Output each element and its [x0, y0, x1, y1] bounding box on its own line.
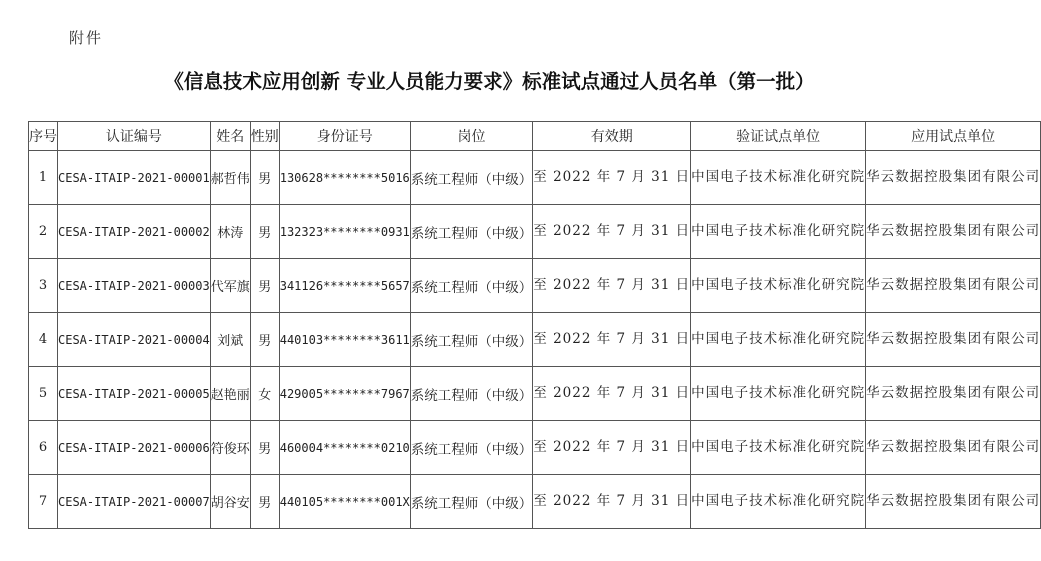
header-cert-no: 认证编号 — [58, 122, 211, 151]
name-cell: 林涛 — [210, 205, 250, 259]
validity-cell: 至 2022 年 7 月 31 日 — [533, 421, 691, 475]
cert-no-cell: CESA-ITAIP-2021-00006 — [58, 421, 211, 475]
header-apply-unit: 应用试点单位 — [866, 122, 1041, 151]
gender-cell: 男 — [250, 205, 279, 259]
post-cell: 系统工程师（中级） — [410, 205, 533, 259]
seq-cell: 5 — [29, 367, 58, 421]
attachment-label: 附件 — [69, 29, 104, 47]
apply-unit-cell: 华云数据控股集团有限公司 — [866, 259, 1041, 313]
id-no-cell: 460004********0210 — [279, 421, 410, 475]
apply-unit-cell: 华云数据控股集团有限公司 — [866, 367, 1041, 421]
gender-cell: 男 — [250, 259, 279, 313]
header-name: 姓名 — [210, 122, 250, 151]
verify-unit-cell: 中国电子技术标准化研究院 — [691, 367, 866, 421]
verify-unit-cell: 中国电子技术标准化研究院 — [691, 259, 866, 313]
header-id-no: 身份证号 — [279, 122, 410, 151]
validity-cell: 至 2022 年 7 月 31 日 — [533, 151, 691, 205]
cert-no-cell: CESA-ITAIP-2021-00005 — [58, 367, 211, 421]
verify-unit-cell: 中国电子技术标准化研究院 — [691, 421, 866, 475]
gender-cell: 男 — [250, 475, 279, 529]
cert-no-cell: CESA-ITAIP-2021-00003 — [58, 259, 211, 313]
seq-cell: 4 — [29, 313, 58, 367]
personnel-table — [28, 121, 1041, 529]
header-gender: 性别 — [250, 122, 279, 151]
apply-unit-cell: 华云数据控股集团有限公司 — [866, 475, 1041, 529]
validity-cell: 至 2022 年 7 月 31 日 — [533, 475, 691, 529]
validity-cell: 至 2022 年 7 月 31 日 — [533, 313, 691, 367]
validity-cell: 至 2022 年 7 月 31 日 — [533, 205, 691, 259]
id-no-cell: 130628********5016 — [279, 151, 410, 205]
apply-unit-cell: 华云数据控股集团有限公司 — [866, 205, 1041, 259]
header-verify-unit: 验证试点单位 — [691, 122, 866, 151]
table-row — [29, 259, 1041, 313]
validity-cell: 至 2022 年 7 月 31 日 — [533, 367, 691, 421]
cert-no-cell: CESA-ITAIP-2021-00002 — [58, 205, 211, 259]
id-no-cell: 341126********5657 — [279, 259, 410, 313]
table-row — [29, 313, 1041, 367]
post-cell: 系统工程师（中级） — [410, 421, 533, 475]
id-no-cell: 132323********0931 — [279, 205, 410, 259]
id-no-cell: 429005********7967 — [279, 367, 410, 421]
header-seq: 序号 — [29, 122, 58, 151]
verify-unit-cell: 中国电子技术标准化研究院 — [691, 205, 866, 259]
post-cell: 系统工程师（中级） — [410, 259, 533, 313]
seq-cell: 2 — [29, 205, 58, 259]
id-no-cell: 440103********3611 — [279, 313, 410, 367]
table-row — [29, 367, 1041, 421]
apply-unit-cell: 华云数据控股集团有限公司 — [866, 151, 1041, 205]
apply-unit-cell: 华云数据控股集团有限公司 — [866, 421, 1041, 475]
gender-cell: 男 — [250, 151, 279, 205]
post-cell: 系统工程师（中级） — [410, 313, 533, 367]
seq-cell: 3 — [29, 259, 58, 313]
seq-cell: 6 — [29, 421, 58, 475]
table-row — [29, 151, 1041, 205]
gender-cell: 男 — [250, 313, 279, 367]
cert-no-cell: CESA-ITAIP-2021-00004 — [58, 313, 211, 367]
table-row — [29, 421, 1041, 475]
post-cell: 系统工程师（中级） — [410, 151, 533, 205]
gender-cell: 男 — [250, 421, 279, 475]
name-cell: 赵艳丽 — [210, 367, 250, 421]
name-cell: 胡谷安 — [210, 475, 250, 529]
validity-cell: 至 2022 年 7 月 31 日 — [533, 259, 691, 313]
name-cell: 符俊环 — [210, 421, 250, 475]
apply-unit-cell: 华云数据控股集团有限公司 — [866, 313, 1041, 367]
name-cell: 代军旗 — [210, 259, 250, 313]
cert-no-cell: CESA-ITAIP-2021-00007 — [58, 475, 211, 529]
seq-cell: 1 — [29, 151, 58, 205]
post-cell: 系统工程师（中级） — [410, 475, 533, 529]
verify-unit-cell: 中国电子技术标准化研究院 — [691, 313, 866, 367]
cert-no-cell: CESA-ITAIP-2021-00001 — [58, 151, 211, 205]
verify-unit-cell: 中国电子技术标准化研究院 — [691, 475, 866, 529]
header-post: 岗位 — [410, 122, 533, 151]
table-row — [29, 475, 1041, 529]
post-cell: 系统工程师（中级） — [410, 367, 533, 421]
name-cell: 郝哲伟 — [210, 151, 250, 205]
table-header-row — [29, 122, 1041, 151]
seq-cell: 7 — [29, 475, 58, 529]
header-validity: 有效期 — [533, 122, 691, 151]
id-no-cell: 440105********001X — [279, 475, 410, 529]
verify-unit-cell: 中国电子技术标准化研究院 — [691, 151, 866, 205]
document-title: 《信息技术应用创新 专业人员能力要求》标准试点通过人员名单（第一批） — [164, 70, 815, 93]
name-cell: 刘斌 — [210, 313, 250, 367]
table-row — [29, 205, 1041, 259]
gender-cell: 女 — [250, 367, 279, 421]
